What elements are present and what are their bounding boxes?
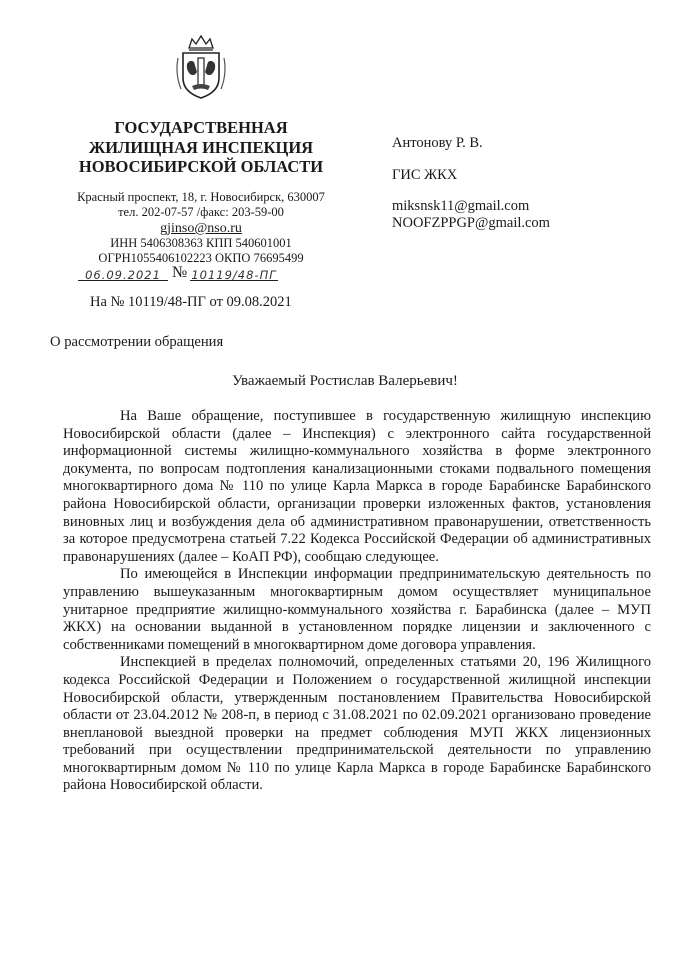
registration-date: 06.09.2021 — [85, 268, 161, 282]
org-email-link[interactable]: gjinso@nso.ru — [160, 221, 242, 236]
recipient-name: Антонову Р. В. — [392, 135, 483, 151]
registration-number-field — [190, 266, 278, 281]
body-paragraph-1: На Ваше обращение, поступившее в государственную жилищную инспекцию Новосибирской области (далее – Инспекция) с электронного сайта государственной информационной системы жилищно-коммунального хозяйства в форме электронного документа, по вопросам подтопления канализационными стоками подвального помещения многоквартирного дома № 110 по улице Карла Маркса в городе Барабинске Барабинского района Новосибирской области, организации проверки изложенных фактов, установления виновных лиц и возбуждения дела об административном правонарушении, ответственность за которое предусмотрена статьей 7.22 Кодекса Российской Федерации об административных правонарушениях (далее – КоАП РФ), сообщаю следующее. — [63, 408, 651, 565]
registration-number-label: № — [172, 264, 188, 281]
recipient-system: ГИС ЖКХ — [392, 167, 458, 183]
registration-number: 10119/48-ПГ — [191, 268, 277, 282]
org-address: Красный проспект, 18, г. Новосибирск, 630007 — [77, 190, 325, 204]
org-contacts — [70, 190, 332, 220]
org-ogrn-okpo: ОГРН1055406102223 ОКПО 76695499 — [98, 251, 304, 265]
letter-greeting: Уважаемый Ростислав Валерьевич! — [232, 373, 458, 389]
body-paragraph-2: По имеющейся в Инспекции информации предпринимательскую деятельность по управлению вышеуказанным многоквартирным домом осуществляет муниципальное унитарное предприятие жилищно-коммунального хозяйства г. Барабинска (далее – МУП ЖКХ) на основании выданной в установленном порядке лицензии и заключенного с собственниками помещений в многоквартирном доме договора управления. — [63, 566, 651, 653]
org-name — [70, 118, 332, 177]
org-name-line1: ГОСУДАРСТВЕННАЯ — [114, 118, 288, 137]
letter-subject: О рассмотрении обращения — [50, 334, 224, 350]
body-paragraph-3: Инспекцией в пределах полномочий, определенных статьями 20, 196 Жилищного кодекса Российской Федерации и Положением о государственной жилищной инспекции Новосибирской области, утвержденным постановлением Правительства Новосибирской области от 23.04.2012 № 208-п, в период с 31.08.2021 по 02.09.2021 организовано проведение внеплановой выездной проверки на предмет соблюдения МУП ЖКХ лицензионных требований при осуществлении предпринимательской деятельности по управлению многоквартирным домом № 110 по улице Карла Маркса в городе Барабинске Барабинского района Новосибирской области. — [63, 654, 651, 794]
letter-body — [63, 408, 651, 795]
registration-date-field — [78, 266, 168, 281]
org-phone: тел. 202-07-57 /факс: 203-59-00 — [118, 205, 284, 219]
reference-line: На № 10119/48-ПГ от 09.08.2021 — [90, 294, 292, 310]
org-name-line2: ЖИЛИЩНАЯ ИНСПЕКЦИЯ — [88, 137, 314, 157]
org-inn-kpp: ИНН 5406308363 КПП 540601001 — [110, 236, 292, 250]
recipient-email-1[interactable]: miksnsk11@gmail.com — [392, 198, 530, 214]
recipient-email-2[interactable]: NOOFZPPGP@gmail.com — [392, 215, 550, 231]
org-email-row — [70, 221, 332, 237]
org-registry-codes — [70, 236, 332, 266]
coat-of-arms-emblem — [172, 34, 230, 102]
org-name-line3: НОВОСИБИРСКОЙ ОБЛАСТИ — [78, 157, 324, 176]
